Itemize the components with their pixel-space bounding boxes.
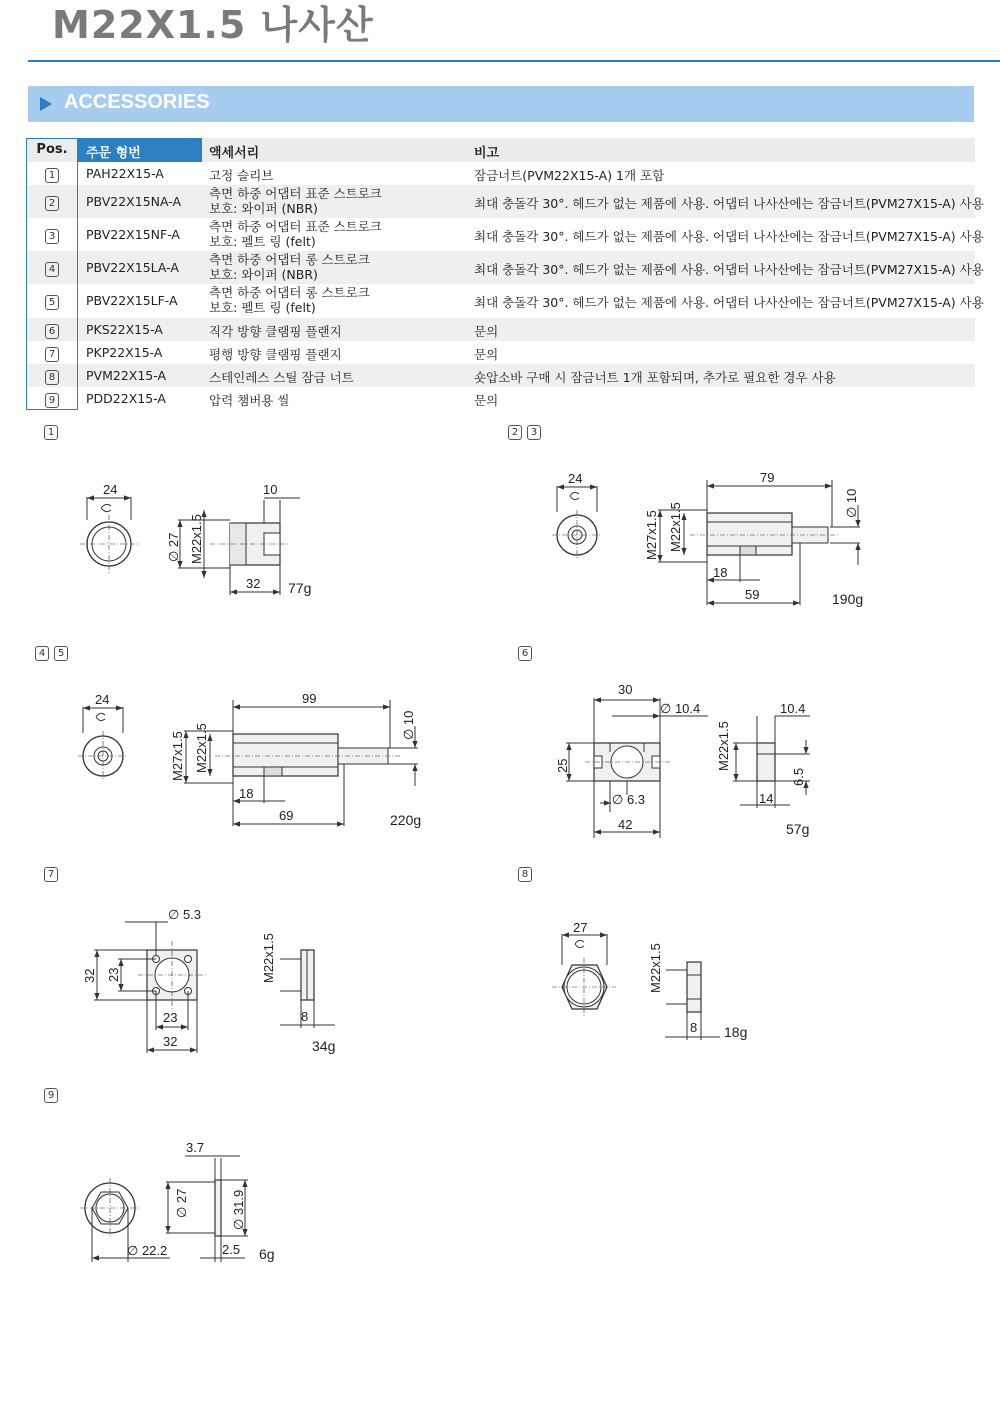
section-title: ACCESSORIES <box>64 91 210 113</box>
dim-label: 24 <box>568 471 583 486</box>
drawing-4-5 <box>78 691 421 828</box>
dim-label: 79 <box>760 470 775 485</box>
order-code: PBV22X15LA-A <box>86 260 179 275</box>
dim-label: 30 <box>618 682 633 697</box>
svg-text:∅ 6.3: ∅ 6.3 <box>612 792 646 807</box>
weight-label: 220g <box>390 812 422 828</box>
order-code: PDD22X15-A <box>86 391 166 406</box>
pos-number: 7 <box>45 347 59 362</box>
drawing-8 <box>552 920 747 1040</box>
accessory-name: 측면 하중 어댑터 롱 스트로크 <box>209 285 370 300</box>
svg-text:∅ 10: ∅ 10 <box>844 488 859 518</box>
note: 문의 <box>474 347 499 362</box>
drawing-2-3 <box>552 470 863 607</box>
dim-label: 59 <box>745 587 760 602</box>
dim-label: M22x1.5 <box>716 721 731 771</box>
accessory-name: 측면 하중 어댑터 롱 스트로크 <box>209 252 370 267</box>
dim-label: M22x1.5 <box>189 514 204 564</box>
weight-label: 190g <box>832 591 864 607</box>
accessory-name: 측면 하중 어댑터 표준 스트로크 <box>209 186 382 201</box>
dim-label: 42 <box>618 817 633 832</box>
header-note: 비고 <box>474 146 500 161</box>
pos-number: 9 <box>45 393 59 408</box>
note: 잠금너트(PVM22X15-A) 1개 포함 <box>474 168 665 183</box>
drawing-7 <box>82 907 335 1054</box>
note: 문의 <box>474 324 499 339</box>
accessory-protection: 보호: 펠트 링 (felt) <box>209 300 316 315</box>
drawing-tag: 8 <box>518 867 532 882</box>
pos-number: 4 <box>45 262 59 277</box>
accessory-name: 측면 하중 어댑터 표준 스트로크 <box>209 219 382 234</box>
accessory-protection: 보호: 와이퍼 (NBR) <box>209 201 318 216</box>
dim-label: 18 <box>239 786 254 801</box>
accessory-name: 직각 방향 클램핑 플랜지 <box>209 324 342 339</box>
drawing-tag: 2 <box>508 425 522 440</box>
dim-label: 23 <box>106 967 121 982</box>
dim-label: 6.3 <box>626 792 646 807</box>
order-code: PBV22X15NA-A <box>86 194 182 209</box>
drawing-tag: 6 <box>518 646 532 661</box>
pos-number: 2 <box>45 196 59 211</box>
drawing-9 <box>80 1140 275 1262</box>
order-code: PBV22X15LF-A <box>86 293 178 308</box>
dim-label: M27x1.5 <box>170 731 185 781</box>
pos-number: 8 <box>45 370 59 385</box>
order-code: PBV22X15NF-A <box>86 227 180 242</box>
drawing-tag: 9 <box>44 1088 58 1103</box>
dim-label: 22.2 <box>141 1243 168 1258</box>
header-accessory: 액세서리 <box>209 146 260 161</box>
dim-label: 8 <box>690 1020 698 1035</box>
header-pos: Pos. <box>36 142 68 157</box>
order-code: PKP22X15-A <box>86 345 163 360</box>
header-code: 주문 형번 <box>86 146 141 161</box>
accessory-name: 평행 방향 클램핑 플랜지 <box>209 347 342 362</box>
dim-label: 99 <box>302 691 317 706</box>
drawing-tag: 1 <box>44 425 58 440</box>
svg-text:∅ 10.4: ∅ 10.4 <box>660 701 701 716</box>
accessory-protection: 보호: 펠트 링 (felt) <box>209 234 316 249</box>
dim-label: 24 <box>103 482 118 497</box>
dim-label: 25 <box>555 758 570 773</box>
dim-label: 3.7 <box>186 1140 205 1155</box>
dim-label: M22x1.5 <box>261 933 276 983</box>
order-code: PKS22X15-A <box>86 322 163 337</box>
dim-label: 8 <box>301 1009 309 1024</box>
dim-label: 27 <box>166 532 181 548</box>
dim-label: M27x1.5 <box>644 510 659 560</box>
drawing-1 <box>80 482 311 596</box>
svg-text:∅ 10: ∅ 10 <box>401 710 416 740</box>
accessory-name: 압력 챔버용 씰 <box>209 393 290 408</box>
dim-label: 18 <box>713 565 728 580</box>
svg-text:∅ 27: ∅ 27 <box>174 1188 189 1218</box>
pos-number: 3 <box>45 229 59 244</box>
pos-number: 5 <box>45 295 59 310</box>
dim-label: 31.9 <box>231 1189 246 1216</box>
dim-label: 23 <box>163 1010 178 1025</box>
dim-label: 69 <box>279 808 294 823</box>
pos-number: 1 <box>45 168 59 183</box>
note: 최대 충돌각 30°. 헤드가 없는 제품에 사용. 어댑터 나사산에는 잠금너트(PVM27X15-A) 사용 <box>474 262 984 277</box>
note: 최대 충돌각 30°. 헤드가 없는 제품에 사용. 어댑터 나사산에는 잠금너트(PVM27X15-A) 사용 <box>474 229 984 244</box>
dim-label: 10 <box>844 488 859 504</box>
svg-text:∅ 27: ∅ 27 <box>166 532 181 562</box>
dim-label: 10.4 <box>780 701 806 716</box>
pos-number: 6 <box>45 324 59 339</box>
accessory-name: 스테인레스 스틸 잠금 너트 <box>209 370 354 385</box>
svg-text:∅ 22.2: ∅ 22.2 <box>127 1243 168 1258</box>
dim-label: 2.5 <box>222 1242 241 1257</box>
drawing-tag: 7 <box>44 867 58 882</box>
svg-text:∅ 31.9: ∅ 31.9 <box>231 1189 246 1230</box>
dim-label: 14 <box>759 791 774 806</box>
dim-label: 32 <box>82 968 97 983</box>
note: 숏압소바 구매 시 잠금너트 1개 포함되며, 추가로 필요한 경우 사용 <box>474 370 836 385</box>
page-title: M22X1.5 나사산 <box>52 3 374 47</box>
weight-label: 34g <box>312 1038 336 1054</box>
weight-label: 77g <box>288 580 312 596</box>
dim-label: 27 <box>174 1188 189 1204</box>
dim-label: 24 <box>95 692 110 707</box>
dim-label: M22x1.5 <box>668 502 683 552</box>
svg-text:∅ 5.3: ∅ 5.3 <box>168 907 202 922</box>
order-code: PAH22X15-A <box>86 166 164 181</box>
order-code: PVM22X15-A <box>86 368 167 383</box>
dim-label: 10 <box>401 710 416 726</box>
dim-label: 10.4 <box>674 701 701 716</box>
accessory-protection: 보호: 와이퍼 (NBR) <box>209 267 318 282</box>
weight-label: 6g <box>259 1246 275 1262</box>
accessory-name: 고정 슬리브 <box>209 168 274 183</box>
dim-label: 27 <box>573 920 588 935</box>
drawing-tag: 3 <box>527 425 541 440</box>
dim-label: 32 <box>163 1034 178 1049</box>
weight-label: 57g <box>786 821 810 837</box>
dim-label: 5.3 <box>182 907 202 922</box>
note: 문의 <box>474 393 499 408</box>
dim-label: 6.5 <box>791 767 806 786</box>
drawing-tag: 4 <box>35 646 49 661</box>
dim-label: 32 <box>246 576 261 591</box>
weight-label: 18g <box>724 1024 748 1040</box>
note: 최대 충돌각 30°. 헤드가 없는 제품에 사용. 어댑터 나사산에는 잠금너트(PVM27X15-A) 사용 <box>474 196 984 211</box>
dim-label: 10 <box>263 482 278 497</box>
dim-label: M22x1.5 <box>194 723 209 773</box>
drawing-6 <box>555 682 810 838</box>
note: 최대 충돌각 30°. 헤드가 없는 제품에 사용. 어댑터 나사산에는 잠금너트(PVM27X15-A) 사용 <box>474 295 984 310</box>
dim-label: M22x1.5 <box>648 943 663 993</box>
drawing-tag: 5 <box>54 646 68 661</box>
